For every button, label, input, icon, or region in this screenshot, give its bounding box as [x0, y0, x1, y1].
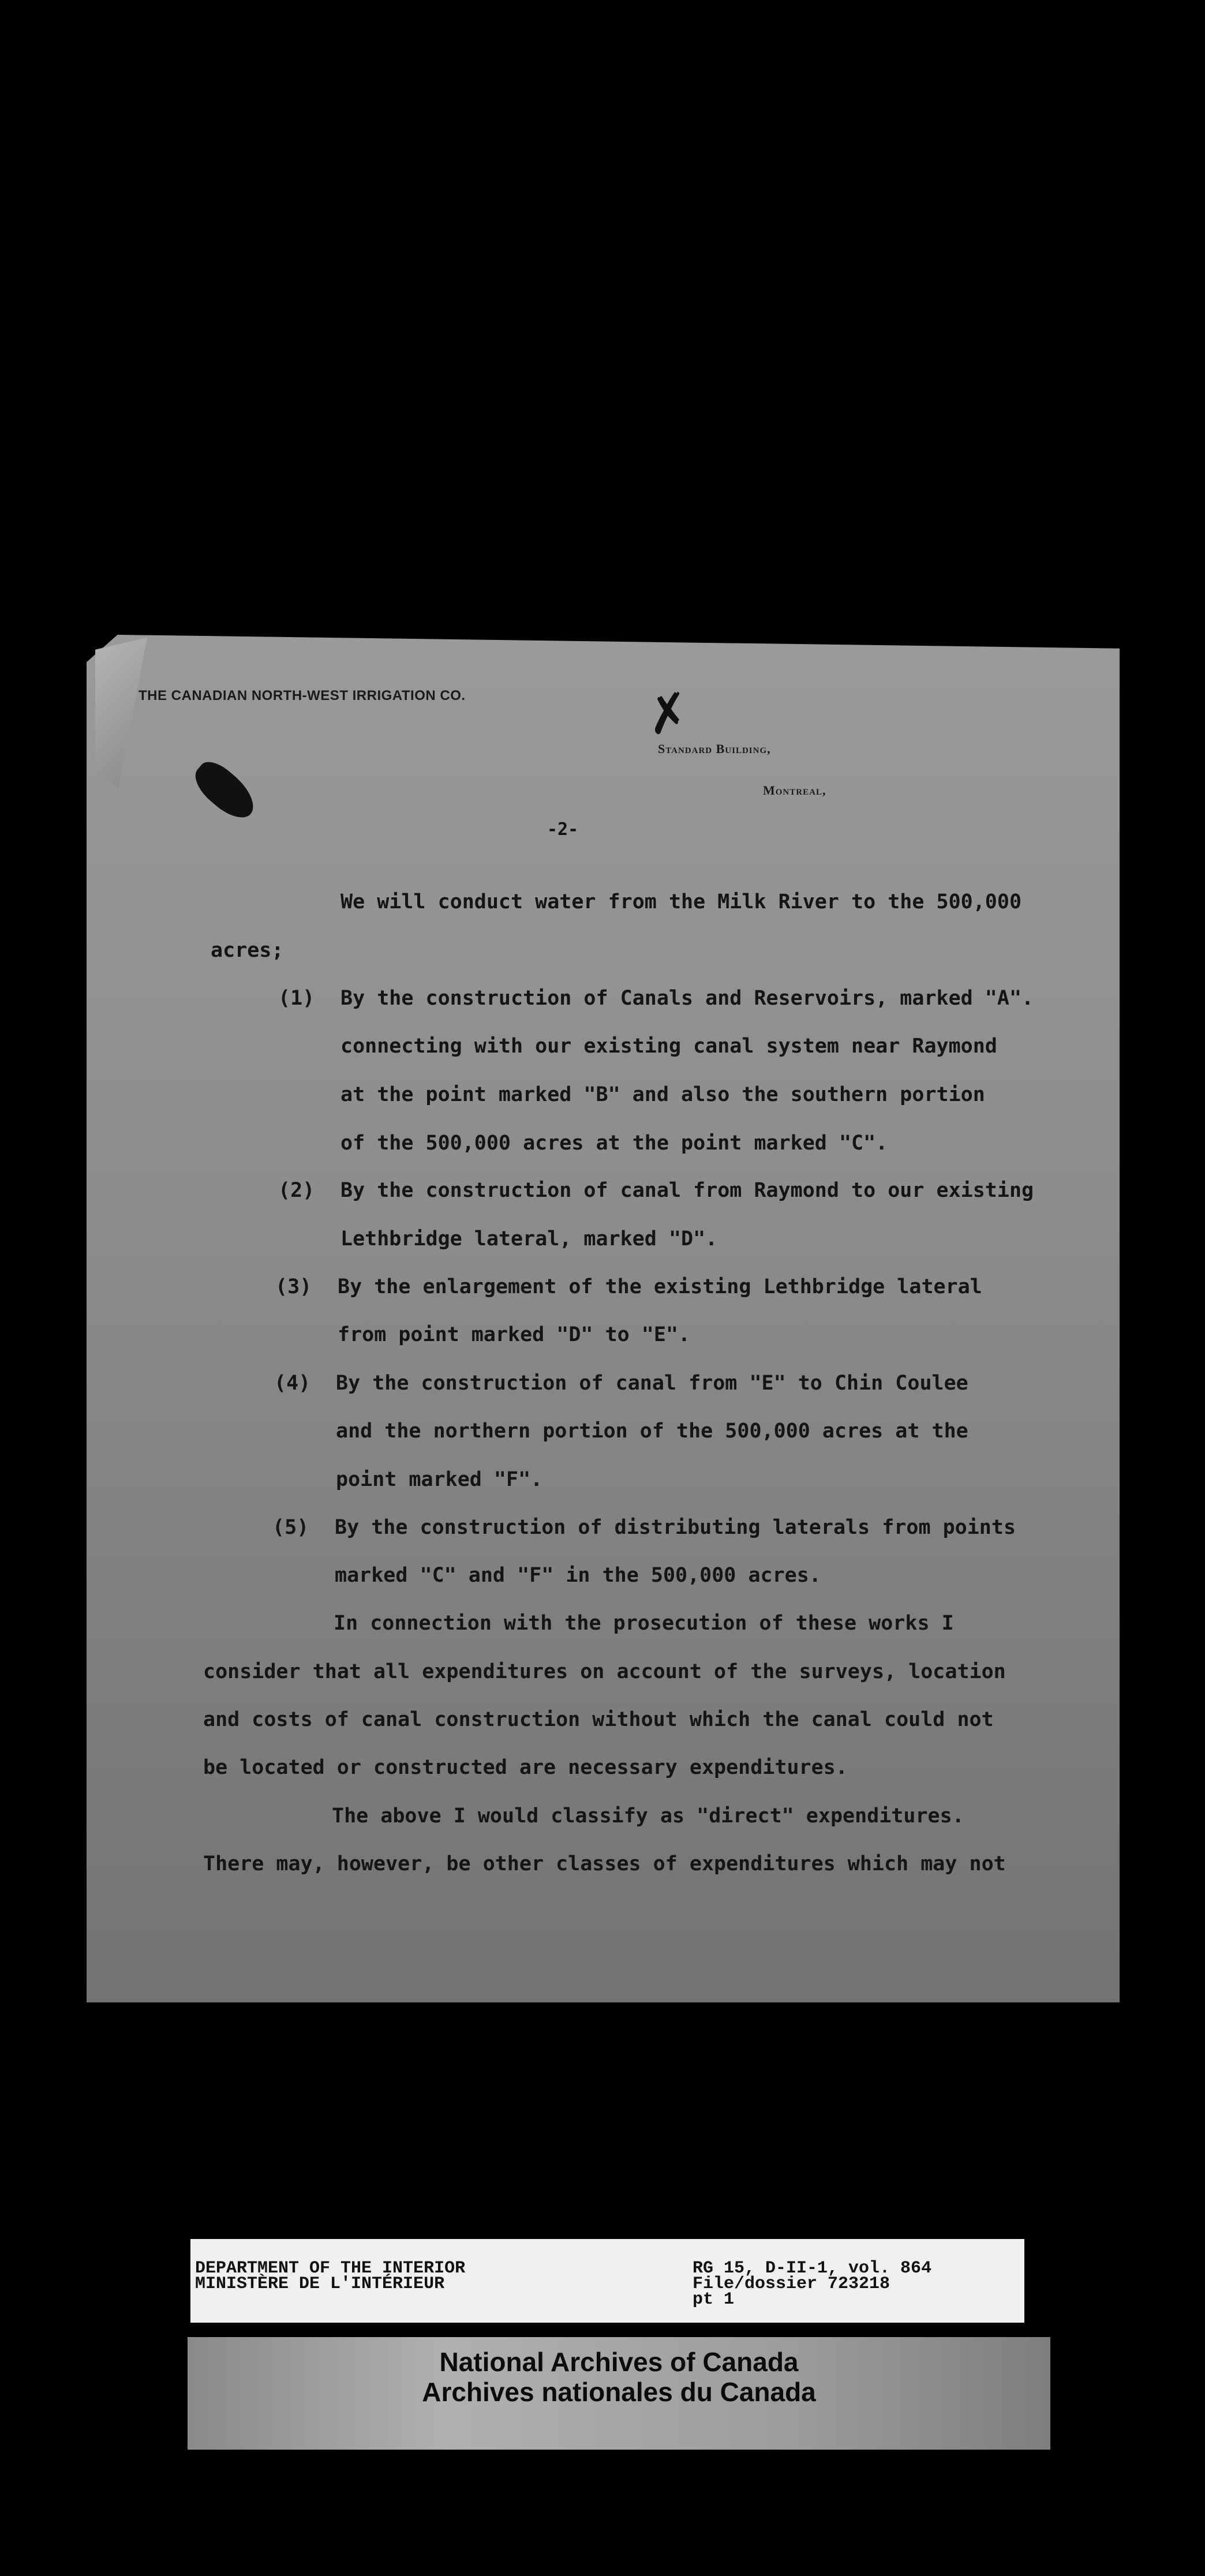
letterhead-city: Montreal, — [763, 783, 826, 797]
body-line: By the construction of canal from "E" to Chin Coulee — [336, 1372, 968, 1395]
item-number: (5) — [272, 1516, 309, 1539]
item-number: (1) — [278, 987, 315, 1010]
part-number: pt 1 — [693, 2290, 735, 2309]
body-line: By the construction of distributing laterals from points — [335, 1516, 1016, 1539]
body-line: and the northern portion of the 500,000 acres at the — [336, 1420, 968, 1443]
body-line: In connection with the prosecution of these works I — [334, 1612, 954, 1635]
archival-reference-stamp — [190, 2239, 1024, 2323]
archives-band — [188, 2337, 1050, 2450]
body-line: of the 500,000 acres at the point marked "C". — [340, 1132, 888, 1155]
body-line: marked "C" and "F" in the 500,000 acres. — [335, 1564, 821, 1587]
file-number: File/dossier 723218 — [693, 2274, 890, 2294]
body-line: connecting with our existing canal system near Raymond — [340, 1035, 997, 1058]
body-line: point marked "F". — [336, 1468, 543, 1491]
item-number: (3) — [275, 1275, 312, 1298]
body-line: There may, however, be other classes of expenditures which may not — [203, 1852, 1006, 1875]
record-group: RG 15, D-II-1, vol. 864 — [693, 2259, 932, 2278]
body-line: By the enlargement of the existing Lethbridge lateral — [338, 1275, 982, 1298]
body-line: The above I would classify as "direct" expenditures. — [332, 1804, 964, 1828]
body-line: be located or constructed are necessary expenditures. — [203, 1756, 848, 1779]
body-line: Lethbridge lateral, marked "D". — [340, 1227, 718, 1250]
page-number: -2- — [547, 819, 579, 840]
body-line: and costs of canal construction without which the canal could not — [203, 1708, 994, 1731]
letterhead-company: THE CANADIAN NORTH-WEST IRRIGATION CO. — [139, 688, 466, 703]
archives-name-en: National Archives of Canada — [439, 2347, 799, 2377]
body-line: at the point marked "B" and also the southern portion — [340, 1083, 985, 1106]
department-en: DEPARTMENT OF THE INTERIOR — [195, 2259, 466, 2278]
item-number: (4) — [274, 1372, 311, 1395]
department-fr: MINISTÈRE DE L'INTÉRIEUR — [195, 2274, 445, 2294]
body-line: By the construction of canal from Raymond to our existing — [340, 1179, 1034, 1202]
body-line: By the construction of Canals and Reservoirs, marked "A". — [340, 987, 1034, 1010]
body-line: acres; — [211, 939, 284, 962]
letterhead-building: Standard Building, — [658, 742, 771, 756]
handwritten-x-mark: ✗ — [641, 680, 695, 748]
body-line: We will conduct water from the Milk River to the 500,000 — [340, 890, 1022, 913]
document-page — [87, 635, 1120, 2002]
item-number: (2) — [278, 1179, 315, 1202]
body-line: consider that all expenditures on account of the surveys, location — [203, 1660, 1006, 1683]
body-line: from point marked "D" to "E". — [338, 1323, 691, 1346]
archives-name-fr: Archives nationales du Canada — [422, 2377, 816, 2407]
